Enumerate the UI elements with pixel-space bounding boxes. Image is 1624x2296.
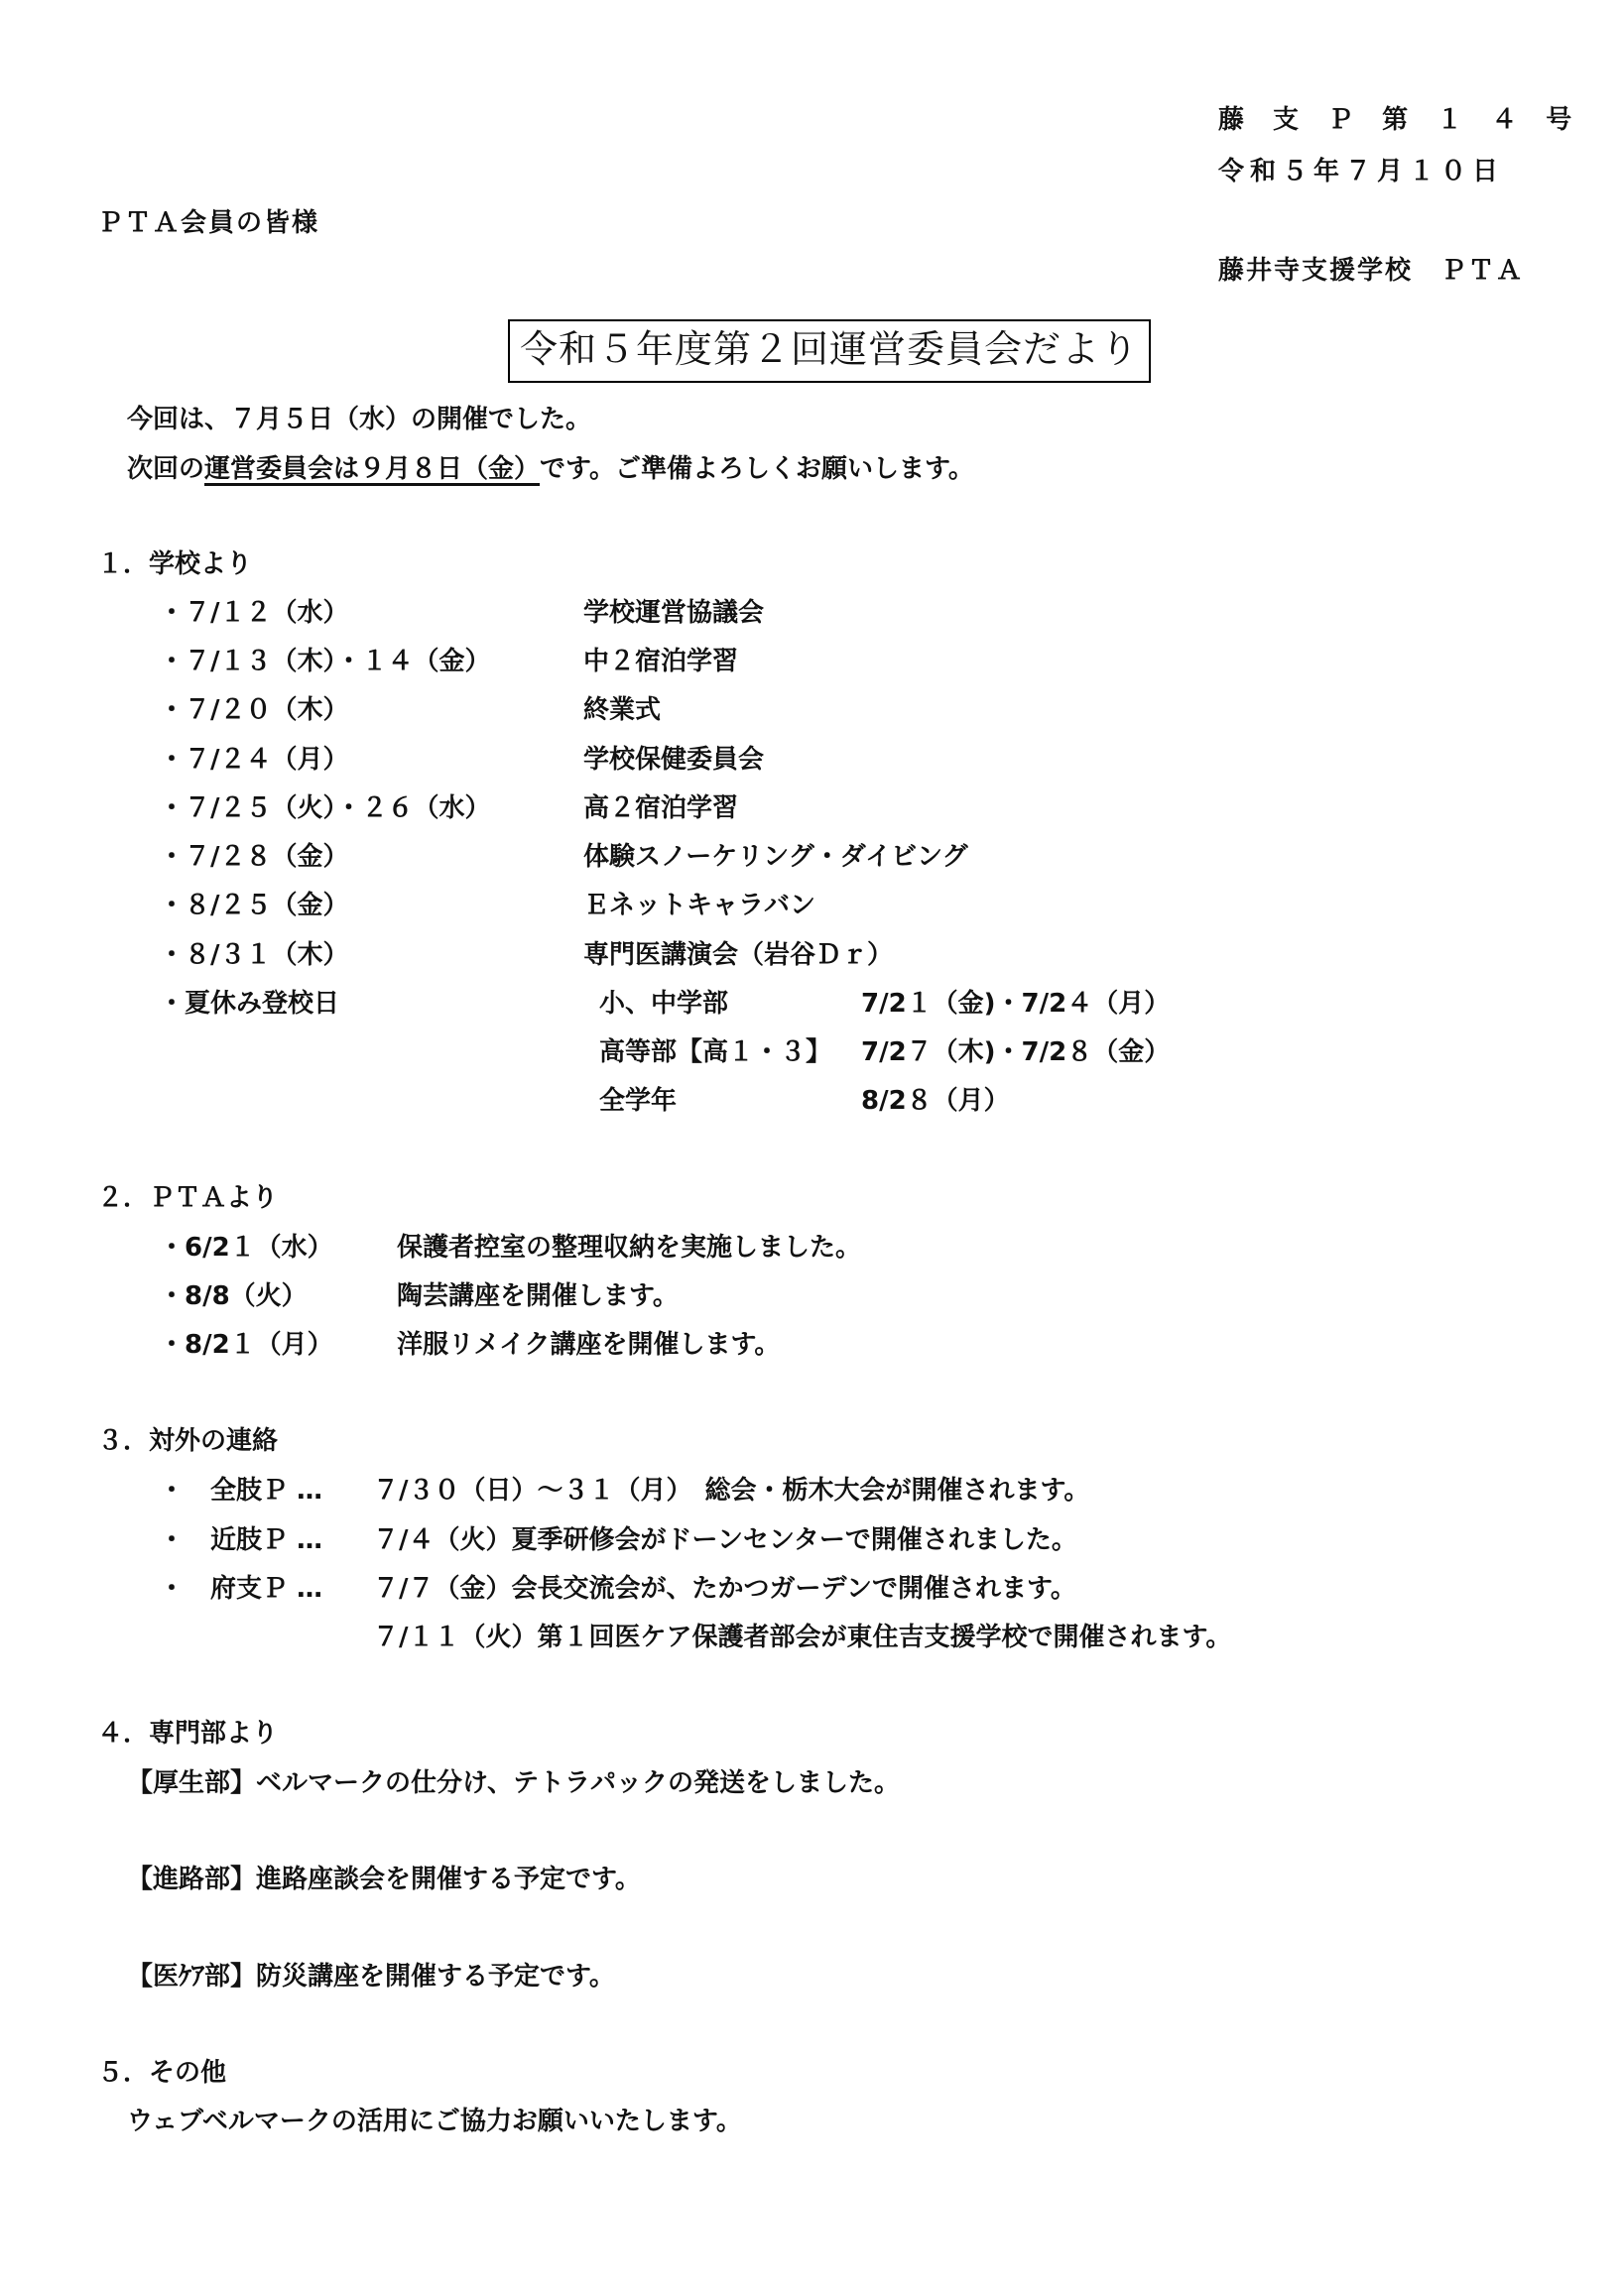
summer-dates: 8/2８（月） bbox=[861, 1086, 1010, 1116]
external-item-text: ７/４（火）夏季研修会がドーンセンターで開催されました。 bbox=[373, 1525, 1077, 1555]
external-item-org: ・ 近肢Ｐ … bbox=[159, 1525, 323, 1555]
summer-dates: 7/2１（金)・7/2４（月） bbox=[861, 989, 1171, 1019]
summer-dates: 7/2７（木)・7/2８（金） bbox=[861, 1037, 1171, 1067]
school-item-event: 体験スノーケリング・ダイビング bbox=[583, 842, 968, 872]
pta-item-text: 洋服リメイク講座を開催します。 bbox=[397, 1330, 781, 1360]
school-item-event: 学校運営協議会 bbox=[583, 598, 765, 628]
recipient: ＰＴＡ会員の皆様 bbox=[97, 208, 320, 238]
school-item-event: 中２宿泊学習 bbox=[583, 647, 739, 676]
external-item-text: ７/７（金）会長交流会が、たかつガーデンで開催されます。 bbox=[373, 1574, 1076, 1604]
document-date: 令和５年７月１０日 bbox=[1218, 157, 1505, 186]
department-welfare: 【厚生部】ベルマークの仕分け、テトラパックの発送をしました。 bbox=[127, 1768, 900, 1798]
pta-item-date: ・8/8（火） bbox=[159, 1281, 308, 1311]
department-medical-care: 【医ｹｱ部】防災講座を開催する予定です。 bbox=[127, 1962, 615, 1992]
external-item-text: ７/３０（日）～３１（月） 総会・栃木大会が開催されます。 bbox=[373, 1476, 1090, 1506]
school-item-date: ・７/１２（水） bbox=[159, 598, 349, 628]
school-item-date: ・８/２５（金） bbox=[159, 891, 349, 920]
section-heading-departments: ４．専門部より bbox=[97, 1719, 279, 1749]
school-item-event: 専門医講演会（岩谷Ｄｒ） bbox=[583, 940, 894, 970]
intro-line-2 bbox=[127, 456, 974, 482]
external-item-org: ・ 府支Ｐ … bbox=[159, 1574, 323, 1604]
summer-group: 小、中学部 bbox=[599, 989, 729, 1019]
external-item-org: ・ 全肢Ｐ … bbox=[159, 1476, 323, 1506]
school-item-date: ・７/２４（月） bbox=[159, 745, 349, 775]
document-number: 藤 支 Ｐ 第 １ ４ 号 bbox=[1218, 105, 1582, 135]
summer-school-days-label: ・夏休み登校日 bbox=[159, 989, 340, 1019]
school-item-date: ・７/２８（金） bbox=[159, 842, 349, 872]
section-heading-other: ５．その他 bbox=[97, 2058, 227, 2088]
section-heading-school: １．学校より bbox=[97, 549, 253, 579]
summer-group: 全学年 bbox=[599, 1086, 678, 1116]
school-item-date: ・８/３１（木） bbox=[159, 940, 349, 970]
sender: 藤井寺支援学校 ＰＴＡ bbox=[1218, 256, 1525, 286]
external-extra-line: ７/１１（火）第１回医ケア保護者部会が東住吉支援学校で開催されます。 bbox=[373, 1623, 1232, 1652]
pta-item-date: ・8/2１（月） bbox=[159, 1330, 333, 1360]
pta-item-text: 陶芸講座を開催します。 bbox=[397, 1281, 679, 1311]
school-item-date: ・７/１３（木）・１４（金） bbox=[159, 647, 491, 676]
school-item-event: 高２宿泊学習 bbox=[583, 793, 739, 823]
department-career: 【進路部】進路座談会を開催する予定です。 bbox=[127, 1865, 641, 1894]
intro-line-2-suffix: です。ご準備よろしくお願いします。 bbox=[540, 454, 974, 484]
other-text: ウェブベルマークの活用にご協力お願いいたします。 bbox=[127, 2107, 742, 2136]
intro-line-1: 今回は、７月５日（水）の開催でした。 bbox=[127, 405, 592, 434]
school-item-date: ・７/２０（木） bbox=[159, 695, 349, 725]
pta-item-date: ・6/2１（水） bbox=[159, 1233, 333, 1263]
page-title: 令和５年度第２回運営委員会だより bbox=[508, 319, 1151, 383]
school-item-event: 終業式 bbox=[583, 695, 662, 725]
section-heading-pta: ２．ＰＴＡより bbox=[97, 1183, 279, 1213]
school-item-event: Ｅネットキャラバン bbox=[583, 891, 816, 920]
pta-item-text: 保護者控室の整理収納を実施しました。 bbox=[397, 1233, 862, 1263]
school-item-event: 学校保健委員会 bbox=[583, 745, 765, 775]
intro-line-2-prefix: 次回の bbox=[127, 454, 205, 484]
school-item-date: ・７/２５（火）・２６（水） bbox=[159, 793, 491, 823]
next-meeting-date: 運営委員会は９月８日（金） bbox=[204, 454, 541, 484]
section-heading-external: ３．対外の連絡 bbox=[97, 1426, 279, 1456]
summer-group: 高等部【高１・３】 bbox=[599, 1037, 832, 1067]
